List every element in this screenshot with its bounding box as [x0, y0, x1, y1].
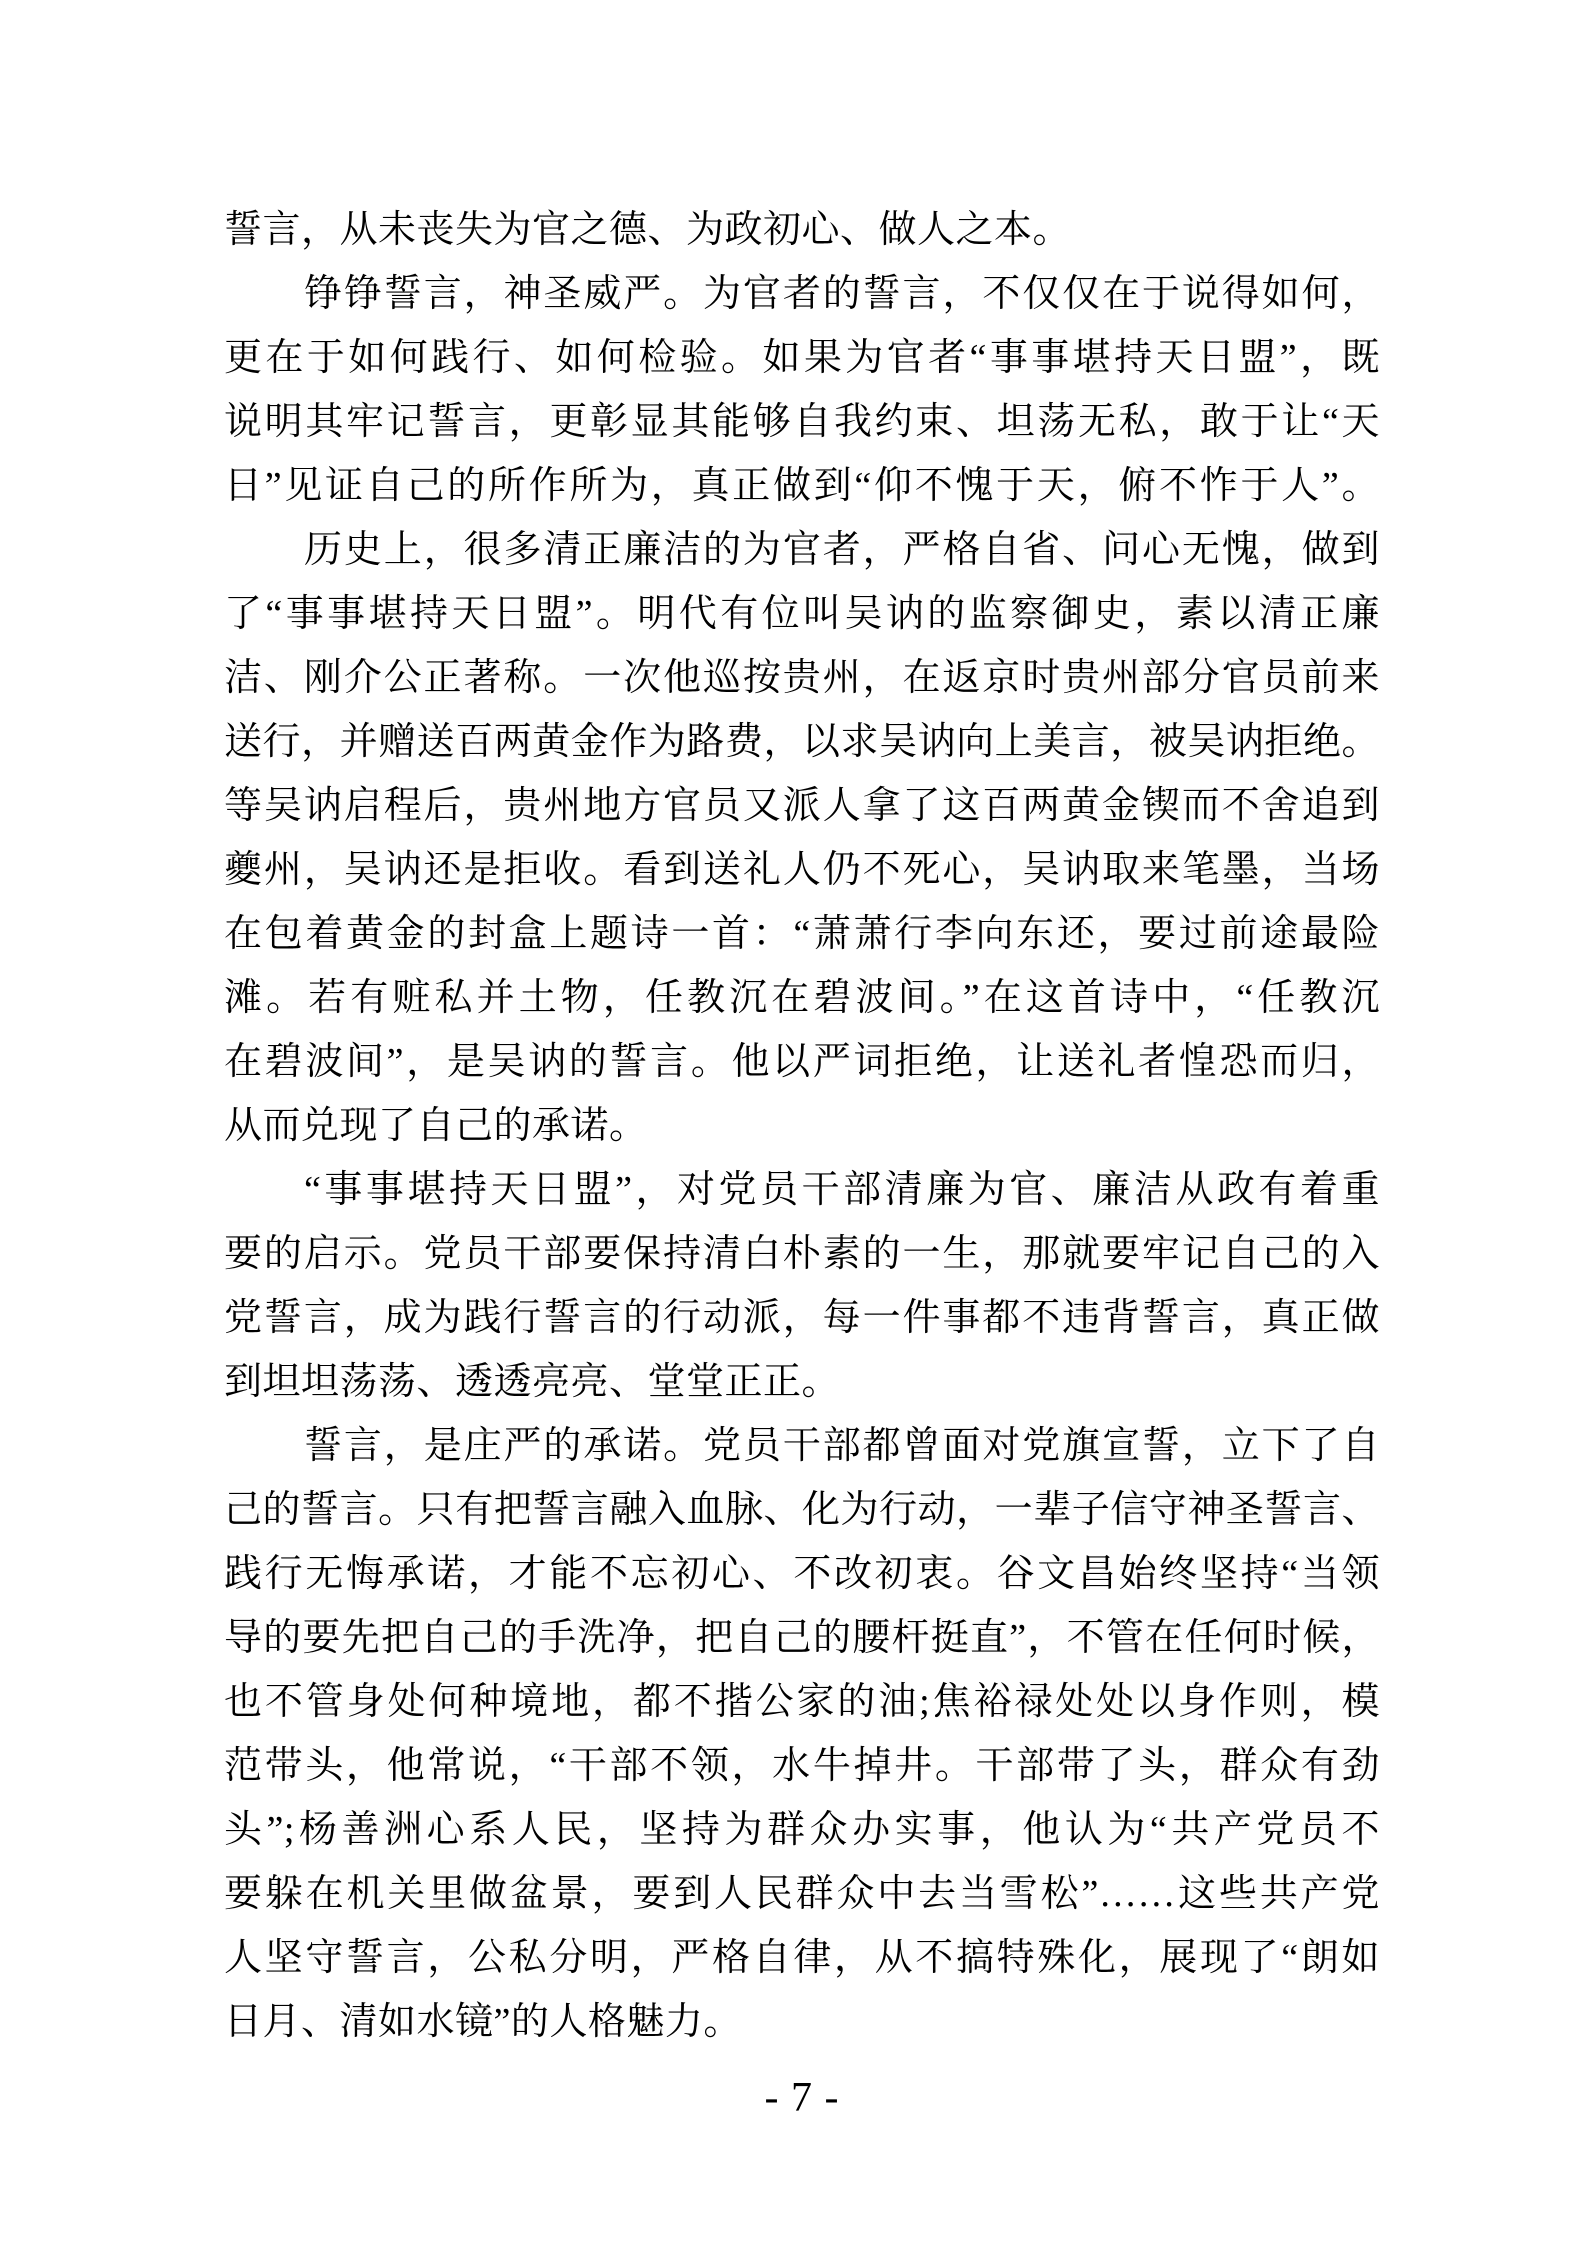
text-line: 历史上，很多清正廉洁的为官者，严格自省、问心无愧，做到: [304, 529, 1380, 571]
text-line: 在包着黄金的封盒上题诗一首：“萧萧行李向东还，要过前途最险: [224, 913, 1380, 955]
text-line: 要的启示。党员干部要保持清白朴素的一生，那就要牢记自己的入: [224, 1233, 1380, 1275]
text-line: 了“事事堪持天日盟”。明代有位叫吴讷的监察御史，素以清正廉: [224, 593, 1380, 635]
text-line: 誓言，是庄严的承诺。党员干部都曾面对党旗宣誓，立下了自: [304, 1425, 1380, 1467]
text-line: 铮铮誓言，神圣威严。为官者的誓言，不仅仅在于说得如何，: [304, 273, 1380, 315]
text-line: “事事堪持天日盟”，对党员干部清廉为官、廉洁从政有着重: [304, 1169, 1380, 1211]
text-line: 人坚守誓言，公私分明，严格自律，从不搞特殊化，展现了“朗如: [224, 1937, 1380, 1979]
text-line: 日月、清如水镜”的人格魅力。: [224, 2001, 742, 2043]
text-line: 践行无悔承诺，才能不忘初心、不改初衷。谷文昌始终坚持“当领: [224, 1553, 1380, 1595]
text-line: 送行，并赠送百两黄金作为路费，以求吴讷向上美言，被吴讷拒绝。: [224, 721, 1380, 763]
text-line: 更在于如何践行、如何检验。如果为官者“事事堪持天日盟”，既: [224, 337, 1380, 379]
text-line: 在碧波间”，是吴讷的誓言。他以严词拒绝，让送礼者惶恐而归，: [224, 1041, 1380, 1083]
text-line: 到坦坦荡荡、透透亮亮、堂堂正正。: [224, 1361, 841, 1403]
text-line: 头”;杨善洲心系人民，坚持为群众办实事，他认为“共产党员不: [224, 1809, 1380, 1851]
text-line: 导的要先把自己的手洗净，把自己的腰杆挺直”，不管在任何时候，: [224, 1617, 1380, 1659]
text-line: 等吴讷启程后，贵州地方官员又派人拿了这百两黄金锲而不舍追到: [224, 785, 1380, 827]
page-number: - 7 -: [764, 2075, 840, 2121]
text-line: 从而兑现了自己的承诺。: [224, 1105, 648, 1147]
text-line: 誓言，从未丧失为官之德、为政初心、做人之本。: [224, 209, 1072, 251]
body-text: [224, 198, 1380, 2054]
text-line: 洁、刚介公正著称。一次他巡按贵州，在返京时贵州部分官员前来: [224, 657, 1380, 699]
text-line: 夔州，吴讷还是拒收。看到送礼人仍不死心，吴讷取来笔墨，当场: [224, 849, 1380, 891]
text-line: 范带头，他常说，“干部不领，水牛掉井。干部带了头，群众有劲: [224, 1745, 1380, 1787]
text-line: 滩。若有赃私并土物，任教沉在碧波间。”在这首诗中，“任教沉: [224, 977, 1380, 1019]
text-line: 日”见证自己的所作所为，真正做到“仰不愧于天，俯不怍于人”。: [224, 465, 1380, 507]
text-line: 己的誓言。只有把誓言融入血脉、化为行动，一辈子信守神圣誓言、: [224, 1489, 1380, 1531]
text-line: 要躲在机关里做盆景，要到人民群众中去当雪松”……这些共产党: [224, 1873, 1380, 1915]
text-line: 也不管身处何种境地，都不揩公家的油;焦裕禄处处以身作则，模: [224, 1681, 1380, 1723]
text-line: 说明其牢记誓言，更彰显其能够自我约束、坦荡无私，敢于让“天: [224, 401, 1380, 443]
text-line: 党誓言，成为践行誓言的行动派，每一件事都不违背誓言，真正做: [224, 1297, 1380, 1339]
